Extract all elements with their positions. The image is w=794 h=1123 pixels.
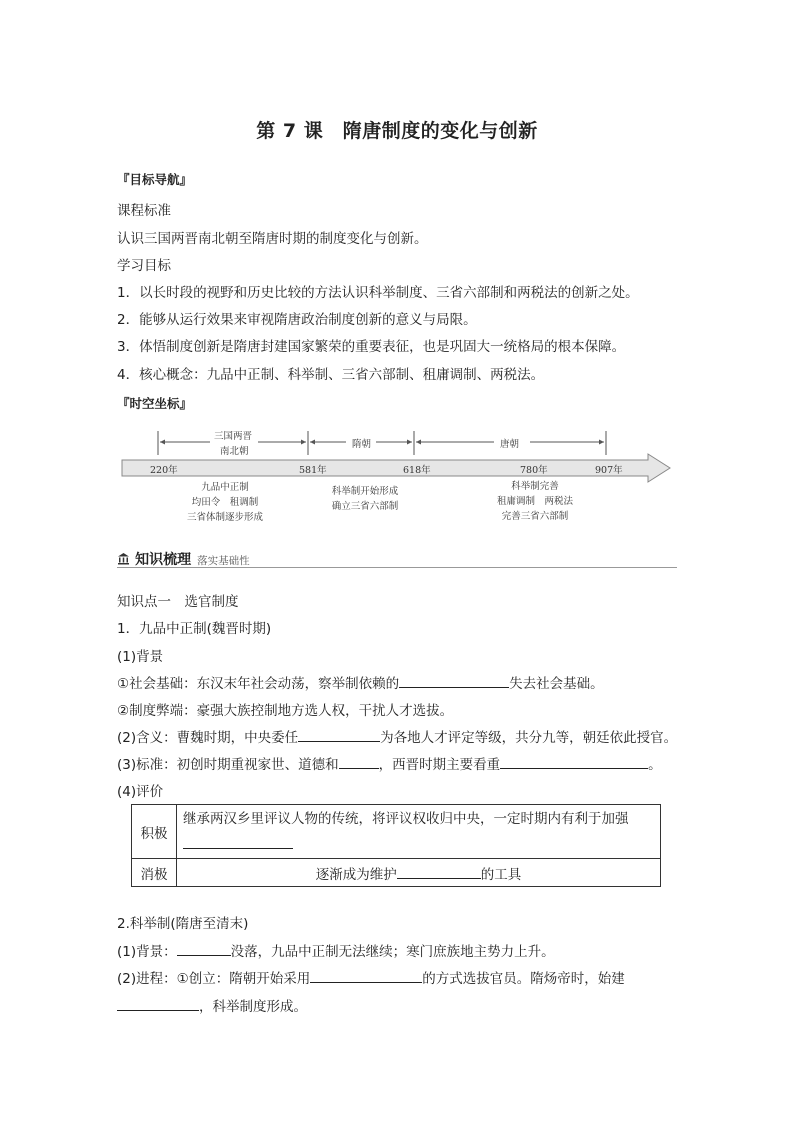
text: ，西晋时期主要看重 [378, 757, 501, 773]
timeline-notes-left [160, 480, 290, 525]
section-subtitle: 落实基础性 [197, 555, 250, 567]
text: 没落，九品中正制无法继续；寒门庶族地主势力上升。 [230, 944, 555, 960]
period-label: 唐朝 [500, 439, 520, 450]
background-line-2: ②制度弊端：豪强大族控制地方选人权，干扰人才选拔。 [117, 703, 454, 719]
knowledge-point-heading: 知识点一 选官制度 [117, 594, 239, 610]
text: 的方式选拔官员。隋炀帝时，始建 [422, 971, 625, 987]
evaluation-table [131, 804, 661, 887]
period-label: 三国两晋 [214, 431, 253, 442]
text: 的工具 [480, 866, 522, 883]
year-label: 220年 [150, 465, 178, 476]
item-heading: 2.科举制(隋唐至清末) [117, 916, 249, 932]
year-label: 907年 [595, 465, 623, 476]
fill-blank[interactable] [310, 970, 422, 983]
text: (2)进程：①创立：隋朝开始采用 [117, 971, 311, 987]
period-label: 南北朝 [220, 446, 249, 457]
fill-blank[interactable] [500, 756, 648, 769]
positive-cell [177, 805, 661, 859]
year-label: 780年 [520, 465, 548, 476]
timeline-note: 租庸调制 两税法 [496, 496, 573, 507]
fill-blank[interactable] [177, 943, 231, 956]
text: (3)标准：初创时期重视家世、道德和 [117, 757, 339, 773]
goal-nav-heading: 『目标导航』 [117, 172, 193, 187]
text: 继承两汉乡里评议人物的传统，将评议权收归中央，一定时期内有利于加强 [183, 811, 629, 827]
negative-key: 消极 [132, 859, 177, 887]
timeline-note: 科举制完善 [511, 481, 559, 492]
timeline-notes-mid [310, 484, 420, 514]
background-label: (1)背景 [117, 649, 164, 665]
section-title: 知识梳理 [135, 552, 192, 568]
timeline-note: 九品中正制 [201, 482, 249, 493]
section-header [117, 549, 677, 568]
timeline-notes-right [475, 479, 595, 524]
objective-item: 1．以长时段的视野和历史比较的方法认识科举制度、三省六部制和两税法的创新之处。 [117, 285, 639, 301]
fill-blank[interactable] [298, 729, 380, 742]
standard-line [117, 753, 662, 773]
keju-background-line [117, 940, 555, 960]
timeline-note: 三省体制逐步形成 [186, 512, 263, 523]
item-heading: 1．九品中正制(魏晋时期) [117, 621, 272, 637]
timeline-note: 科举制开始形成 [331, 486, 399, 497]
negative-cell [177, 859, 661, 887]
timeline-note: 均田令 租调制 [191, 497, 259, 508]
period-label: 隋朝 [352, 439, 372, 450]
page-title: 第 7 课 隋唐制度的变化与创新 [256, 120, 538, 142]
fill-blank[interactable] [397, 866, 481, 879]
fill-blank[interactable] [399, 675, 509, 688]
meaning-line [117, 726, 677, 746]
text: (1)背景： [117, 944, 177, 960]
timeline-note: 完善三省六部制 [501, 511, 569, 522]
text: (2)含义：曹魏时期，中央委任 [117, 730, 299, 746]
text: ，科举制度形成。 [199, 999, 307, 1015]
year-label: 581年 [299, 465, 327, 476]
text: 为各地人才评定等级，共分九等，朝廷依此授官。 [380, 730, 678, 746]
keju-process-line [117, 967, 625, 987]
table-row [132, 805, 661, 859]
keju-process-line-2 [117, 995, 307, 1015]
text: 。 [648, 757, 662, 773]
fill-blank[interactable] [339, 756, 379, 769]
timeline-note: 确立三省六部制 [331, 501, 399, 512]
background-line-1 [117, 672, 604, 692]
evaluation-label: (4)评价 [117, 784, 164, 800]
text: 失去社会基础。 [509, 676, 604, 692]
building-icon [117, 552, 130, 565]
text: 逐渐成为维护 [315, 866, 397, 883]
text: ①社会基础：东汉末年社会动荡，察举制依赖的 [117, 676, 400, 692]
objective-item: 4．核心概念：九品中正制、科举制、三省六部制、租庸调制、两税法。 [117, 367, 545, 383]
positive-key: 积极 [132, 805, 177, 859]
year-label: 618年 [403, 465, 431, 476]
fill-blank[interactable] [183, 836, 293, 849]
curriculum-label: 课程标准 [117, 203, 171, 219]
objective-item: 3．体悟制度创新是隋唐封建国家繁荣的重要表征，也是巩固大一统格局的根本保障。 [117, 339, 626, 355]
curriculum-text: 认识三国两晋南北朝至隋唐时期的制度变化与创新。 [117, 231, 428, 247]
timeline-arrow [122, 454, 670, 482]
timeline-heading: 『时空坐标』 [117, 396, 193, 411]
objectives-label: 学习目标 [117, 258, 171, 274]
fill-blank[interactable] [117, 998, 199, 1011]
objective-item: 2．能够从运行效果来审视隋唐政治制度创新的意义与局限。 [117, 312, 477, 328]
table-row [132, 859, 661, 887]
timeline-diagram [118, 425, 678, 485]
